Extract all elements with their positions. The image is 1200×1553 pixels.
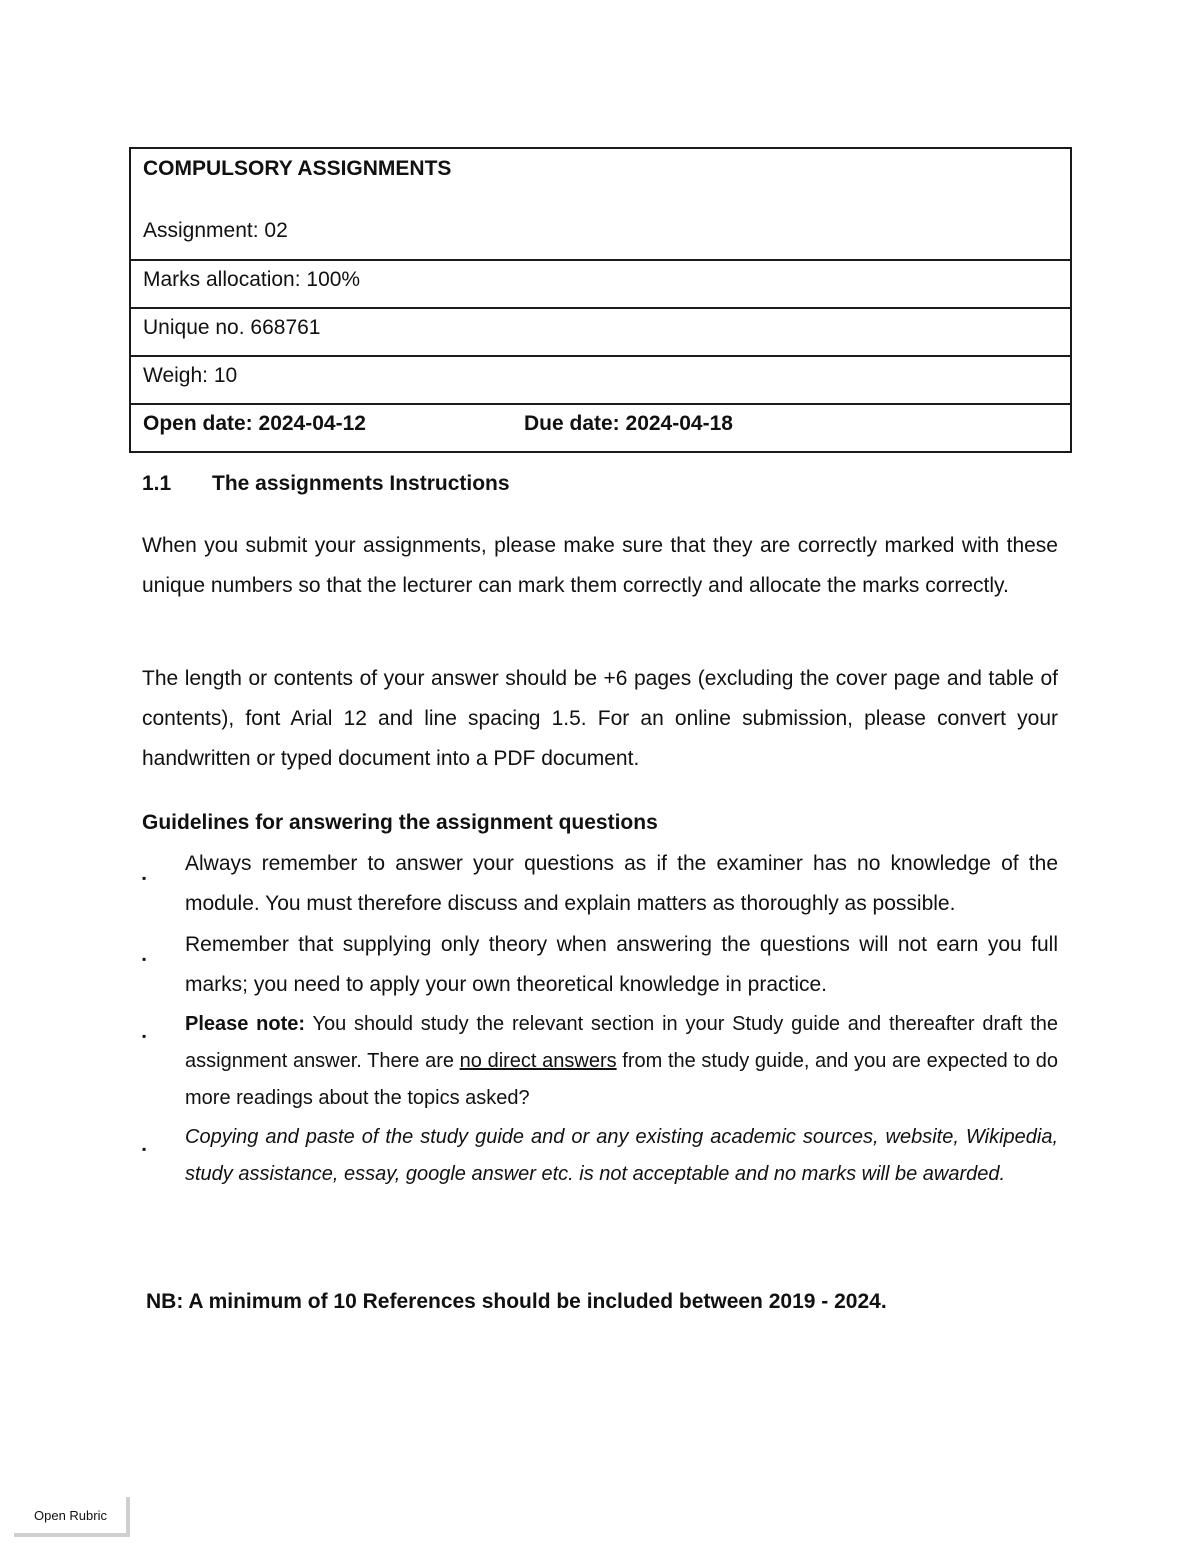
unique-number: Unique no. 668761 <box>130 308 1071 356</box>
assignment-info-table <box>129 147 1072 453</box>
guideline-text-2: Remember that supplying only theory when answering the questions will not earn you full marks; you need to apply your own theoretical knowledge in practice. <box>185 933 1058 996</box>
please-note-label: Please note: <box>185 1013 306 1035</box>
guidelines-heading: Guidelines for answering the assignment questions <box>142 811 658 834</box>
due-date: Due date: 2024-04-18 <box>524 412 733 435</box>
bullet-icon: ▪ <box>142 1142 147 1156</box>
bullet-icon: ▪ <box>142 1029 147 1043</box>
open-rubric-button[interactable]: Open Rubric <box>14 1497 130 1537</box>
open-date: Open date: 2024-04-12 <box>143 412 366 435</box>
compulsory-assignments-title: COMPULSORY ASSIGNMENTS <box>143 157 452 180</box>
no-direct-answers: no direct answers <box>459 1050 617 1072</box>
section-heading <box>142 472 510 496</box>
list-item <box>142 1006 1058 1117</box>
dates-cell <box>130 404 1071 452</box>
assignment-header-cell <box>130 148 1071 260</box>
marks-allocation: Marks allocation: 100% <box>130 260 1071 308</box>
instructions-paragraph-1: When you submit your assignments, please make sure that they are correctly marked with these unique numbers so that the lecturer can mark them correctly and allocate the marks correctly. <box>142 534 1058 597</box>
bullet-icon: ▪ <box>142 952 147 966</box>
guideline-text-4: Copying and paste of the study guide and or any existing academic sources, website, Wikipedia, study assistance, essay, google answer etc. is not acceptable and no marks will be awarded. <box>185 1126 1058 1185</box>
guideline-text-3a: You should study the relevant section in your Study guide and thereafter draft the assignment answer. There are <box>185 1013 1058 1072</box>
list-item <box>142 1119 1058 1193</box>
list-item <box>142 844 1058 924</box>
guidelines-list <box>142 844 1058 1193</box>
assignment-number: Assignment: 02 <box>143 219 288 242</box>
list-item <box>142 925 1058 1005</box>
section-title: The assignments Instructions <box>212 472 510 495</box>
guideline-text-1: Always remember to answer your questions as if the examiner has no knowledge of the module. You must therefore discuss and explain matters as thoroughly as possible. <box>185 852 1058 915</box>
guideline-text-3b: from the study guide, and you are expected to do more readings about the topics asked? <box>185 1050 1058 1109</box>
weigh: Weigh: 10 <box>130 356 1071 404</box>
section-number: 1.1 <box>142 472 172 495</box>
bullet-icon: ▪ <box>142 871 147 885</box>
instructions-paragraph-2: The length or contents of your answer should be +6 pages (excluding the cover page and table of contents), font Arial 12 and line spacing 1.5. For an online submission, please convert your handwritten or typed document into a PDF document. <box>142 667 1058 770</box>
references-note: NB: A minimum of 10 References should be included between 2019 - 2024. <box>146 1290 887 1313</box>
